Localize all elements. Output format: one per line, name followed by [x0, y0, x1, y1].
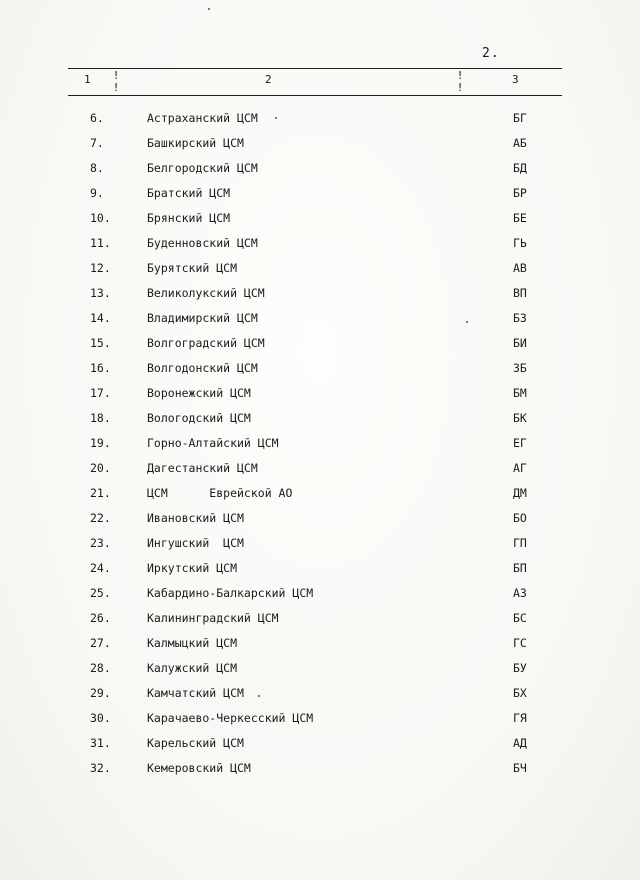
row-number: 14. — [90, 311, 111, 325]
table-row — [0, 307, 640, 332]
scan-speck — [258, 695, 260, 697]
table-top-rule — [68, 68, 562, 69]
organization-name: Буденновский ЦСМ — [147, 236, 258, 250]
table-row — [0, 207, 640, 232]
row-number: 19. — [90, 436, 111, 450]
table-row — [0, 182, 640, 207]
row-number: 13. — [90, 286, 111, 300]
table-row — [0, 532, 640, 557]
row-number: 12. — [90, 261, 111, 275]
column-separator: ! ! — [112, 69, 120, 94]
column-separator: ! ! — [456, 69, 464, 94]
scan-speck — [275, 117, 277, 119]
organization-code: ЗБ — [513, 361, 527, 375]
organization-name: Владимирский ЦСМ — [147, 311, 258, 325]
table-row — [0, 132, 640, 157]
organization-code: АЗ — [513, 586, 527, 600]
organization-name: Калмыцкий ЦСМ — [147, 636, 238, 650]
organization-code: БИ — [513, 336, 527, 350]
table-row — [0, 332, 640, 357]
row-number: 8. — [90, 161, 104, 175]
row-number: 23. — [90, 536, 111, 550]
row-number: 6. — [90, 111, 104, 125]
organization-name: Камчатский ЦСМ — [147, 686, 244, 700]
row-number: 17. — [90, 386, 111, 400]
table-row — [0, 157, 640, 182]
row-number: 15. — [90, 336, 111, 350]
column-header-1: 1 — [84, 73, 91, 86]
organization-name: Кабардино-Балкарский ЦСМ — [147, 586, 314, 600]
organization-code: БГ — [513, 111, 527, 125]
table-row — [0, 707, 640, 732]
row-number: 32. — [90, 761, 111, 775]
organization-name: ЦСМ Еврейской АО — [147, 486, 293, 500]
table-row — [0, 282, 640, 307]
page-number: 2. — [482, 46, 500, 61]
organization-name: Великолукский ЦСМ — [147, 286, 265, 300]
row-number: 16. — [90, 361, 111, 375]
organization-name: Калужский ЦСМ — [147, 661, 238, 675]
table-row — [0, 657, 640, 682]
organization-code: БЗ — [513, 311, 527, 325]
table-row — [0, 732, 640, 757]
organization-code: ВП — [513, 286, 527, 300]
organization-code: БУ — [513, 661, 527, 675]
row-number: 26. — [90, 611, 111, 625]
organization-code: БД — [513, 161, 527, 175]
table-row — [0, 107, 640, 132]
row-number: 31. — [90, 736, 111, 750]
organization-code: БМ — [513, 386, 527, 400]
organization-code: АБ — [513, 136, 527, 150]
row-number: 29. — [90, 686, 111, 700]
organization-name: Иркутский ЦСМ — [147, 561, 238, 575]
organization-code: БС — [513, 611, 527, 625]
organization-code: ГП — [513, 536, 527, 550]
organization-name: Дагестанский ЦСМ — [147, 461, 258, 475]
row-number: 28. — [90, 661, 111, 675]
organization-name: Астраханский ЦСМ — [147, 111, 258, 125]
organization-code: ГС — [513, 636, 527, 650]
organization-name: Белгородский ЦСМ — [147, 161, 258, 175]
organization-code: БР — [513, 186, 527, 200]
organization-code: БЕ — [513, 211, 527, 225]
organization-code: БЧ — [513, 761, 527, 775]
table-row — [0, 507, 640, 532]
organization-name: Брянский ЦСМ — [147, 211, 231, 225]
organization-code: АД — [513, 736, 527, 750]
organization-name: Волгодонский ЦСМ — [147, 361, 258, 375]
organization-name: Братский ЦСМ — [147, 186, 231, 200]
table-row — [0, 357, 640, 382]
table-row — [0, 232, 640, 257]
row-number: 18. — [90, 411, 111, 425]
row-number: 25. — [90, 586, 111, 600]
row-number: 30. — [90, 711, 111, 725]
organization-code: БП — [513, 561, 527, 575]
organization-name: Кемеровский ЦСМ — [147, 761, 251, 775]
table-row — [0, 407, 640, 432]
table-row — [0, 257, 640, 282]
organization-code: ЕГ — [513, 436, 527, 450]
row-number: 22. — [90, 511, 111, 525]
table-row — [0, 382, 640, 407]
row-number: 20. — [90, 461, 111, 475]
row-number: 11. — [90, 236, 111, 250]
organization-name: Вологодский ЦСМ — [147, 411, 251, 425]
table-row — [0, 607, 640, 632]
table-row — [0, 432, 640, 457]
table-row — [0, 582, 640, 607]
organization-name: Воронежский ЦСМ — [147, 386, 251, 400]
organization-code: АВ — [513, 261, 527, 275]
row-number: 9. — [90, 186, 104, 200]
organization-name: Горно-Алтайский ЦСМ — [147, 436, 279, 450]
column-header-2: 2 — [265, 73, 272, 86]
scan-speck — [466, 321, 468, 323]
row-number: 21. — [90, 486, 111, 500]
organization-code: ГЬ — [513, 236, 527, 250]
table-row — [0, 632, 640, 657]
table-row — [0, 482, 640, 507]
organization-code: ГЯ — [513, 711, 527, 725]
row-number: 24. — [90, 561, 111, 575]
organization-code: АГ — [513, 461, 527, 475]
table-body — [0, 107, 640, 782]
table-row — [0, 457, 640, 482]
organization-name: Карельский ЦСМ — [147, 736, 244, 750]
organization-name: Башкирский ЦСМ — [147, 136, 244, 150]
organization-code: БХ — [513, 686, 527, 700]
table-row — [0, 757, 640, 782]
organization-code: БО — [513, 511, 527, 525]
organization-name: Карачаево-Черкесский ЦСМ — [147, 711, 314, 725]
organization-name: Ивановский ЦСМ — [147, 511, 244, 525]
table-row — [0, 682, 640, 707]
organization-code: БК — [513, 411, 527, 425]
table-header-rule — [68, 95, 562, 96]
organization-name: Бурятский ЦСМ — [147, 261, 238, 275]
organization-name: Ингушский ЦСМ — [147, 536, 244, 550]
row-number: 10. — [90, 211, 111, 225]
organization-name: Калининградский ЦСМ — [147, 611, 279, 625]
table-row — [0, 557, 640, 582]
organization-name: Волгоградский ЦСМ — [147, 336, 265, 350]
scan-speck — [208, 8, 210, 10]
row-number: 7. — [90, 136, 104, 150]
column-header-3: 3 — [512, 73, 519, 86]
organization-code: ДМ — [513, 486, 527, 500]
row-number: 27. — [90, 636, 111, 650]
